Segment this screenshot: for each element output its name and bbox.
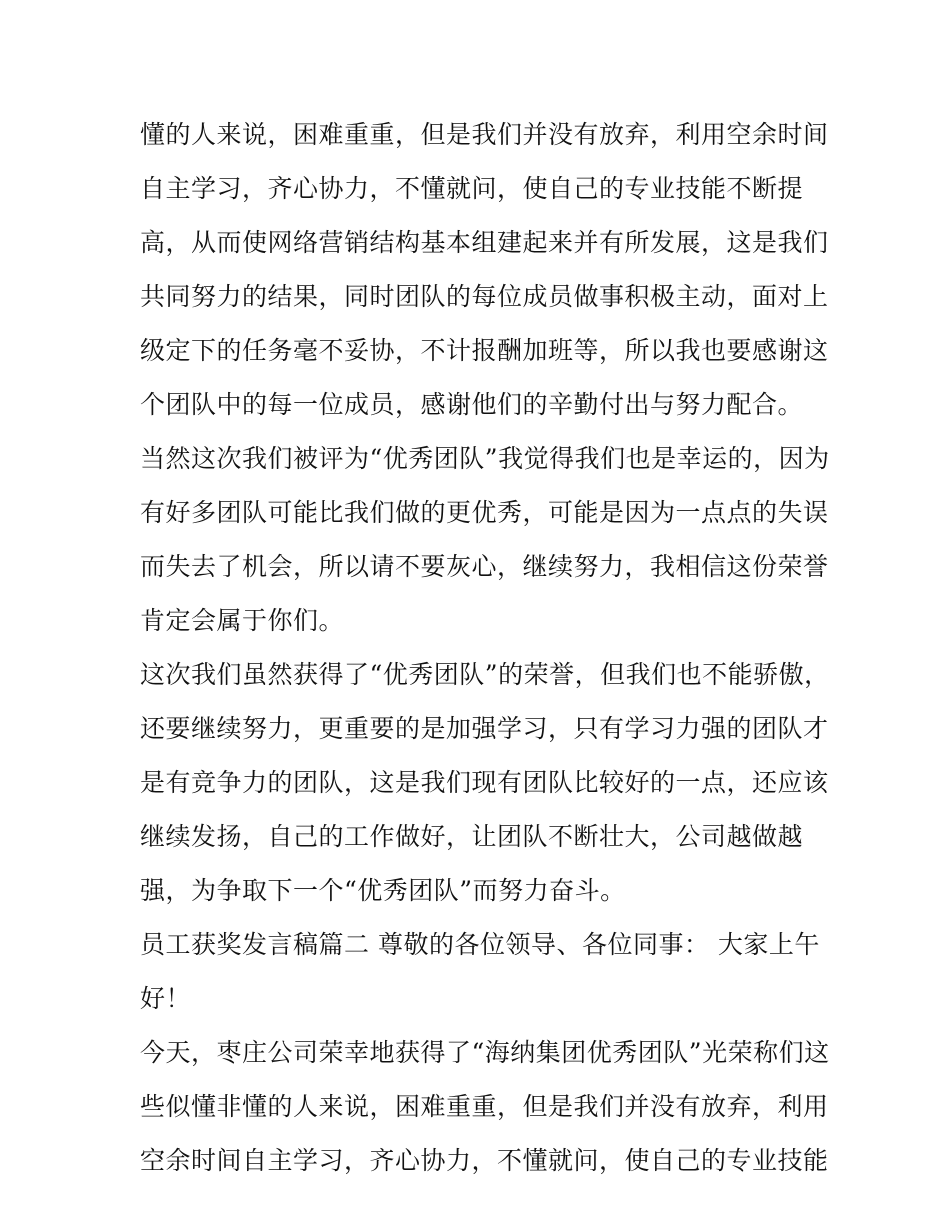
text-line: 共同努力的结果，同时团队的每位成员做事积极主动，面对上	[140, 282, 829, 311]
text-line: 肯定会属于你们。	[140, 606, 345, 635]
text-line: 自主学习，齐心协力，不懂就问，使自己的专业技能不断提	[140, 174, 804, 203]
text-line: 员工获奖发言稿篇二 尊敬的各位领导、各位同事： 大家上午	[140, 930, 820, 959]
text-line: 空余时间自主学习，齐心协力，不懂就问，使自己的专业技能	[140, 1146, 829, 1175]
text-line: 是有竞争力的团队，这是我们现有团队比较好的一点，还应该	[140, 768, 829, 797]
text-line: 好！	[140, 984, 192, 1013]
text-line: 级定下的任务毫不妥协，不计报酬加班等，所以我也要感谢这	[140, 336, 829, 365]
text-line: 有好多团队可能比我们做的更优秀，可能是因为一点点的失误	[140, 498, 829, 527]
text-line: 个团队中的每一位成员，感谢他们的辛勤付出与努力配合。	[140, 390, 804, 419]
text-line: 而失去了机会，所以请不要灰心，继续努力，我相信这份荣誉	[140, 552, 829, 581]
text-line: 高，从而使网络营销结构基本组建起来并有所发展，这是我们	[140, 228, 829, 257]
text-line: 这次我们虽然获得了“优秀团队”的荣誉，但我们也不能骄傲，	[140, 660, 830, 689]
text-line: 些似懂非懂的人来说，困难重重，但是我们并没有放弃，利用	[140, 1092, 829, 1121]
text-line: 当然这次我们被评为“优秀团队”我觉得我们也是幸运的，因为	[140, 444, 830, 473]
text-line: 今天，枣庄公司荣幸地获得了“海纳集团优秀团队”光荣称们这	[140, 1038, 830, 1067]
body-text	[140, 108, 830, 1188]
text-line: 还要继续努力，更重要的是加强学习，只有学习力强的团队才	[140, 714, 829, 743]
text-line: 强，为争取下一个“优秀团队”而努力奋斗。	[140, 876, 626, 905]
text-line: 懂的人来说，困难重重，但是我们并没有放弃，利用空余时间	[140, 120, 829, 149]
text-line: 继续发扬，自己的工作做好，让团队不断壮大，公司越做越	[140, 822, 804, 851]
